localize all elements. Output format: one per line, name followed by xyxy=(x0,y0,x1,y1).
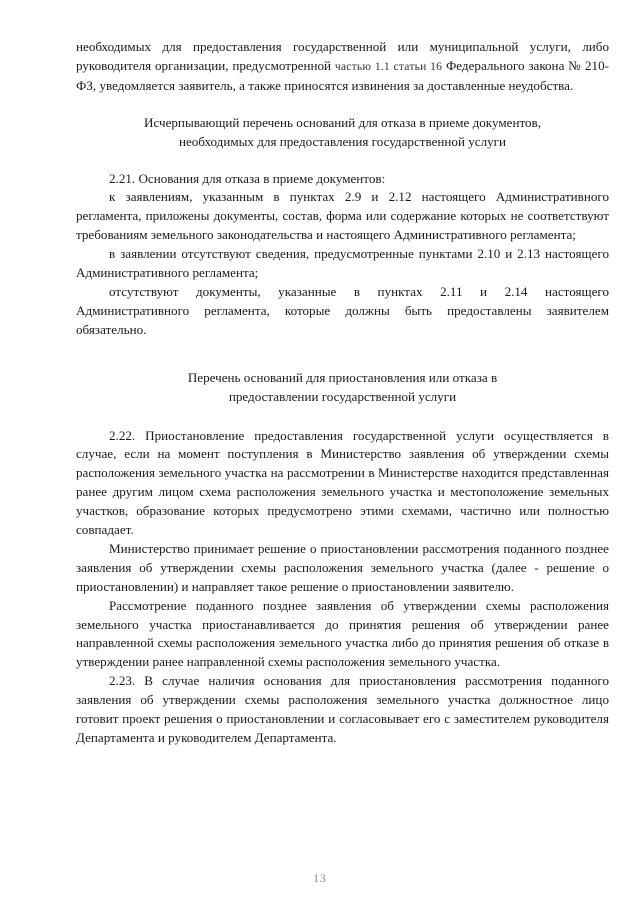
clause-2-22-paragraph: 2.22. Приостановление предоставления государственной услуги осуществляется в случае, если на момент поступления в Министерство заявления об утверждении схемы расположения земельного участка на рассмотрении в Министерстве находится представленная ранее другим лицом схема расположения земельного участка и местоположение земельных участков, образование которых предусмотрено этими схемами, частично или полностью совпадает. xyxy=(76,427,609,538)
page-number: 13 xyxy=(313,873,327,885)
clause-2-21 xyxy=(76,170,609,340)
spacer xyxy=(76,96,609,114)
spacer xyxy=(76,340,609,369)
intro-text-end: Федерального закона № 210-ФЗ, уведомляется заявитель, а также приносятся извинения за доставленные неудобства. xyxy=(76,57,610,93)
document-page xyxy=(76,38,609,748)
spacer xyxy=(76,407,609,427)
suspension-heading-line-1: Перечень оснований для приостановления или отказа в xyxy=(187,369,498,385)
clause-2-22 xyxy=(76,427,609,673)
intro-text-start: необходимых для предоставления государственной или муниципальной услуги, либо руководителя организации, предусмотренной xyxy=(76,39,609,73)
clause-2-21-item: в заявлении отсутствуют сведения, предусмотренные пунктами 2.10 и 2.13 настоящего Административного регламента; xyxy=(76,246,609,281)
clause-2-23 xyxy=(76,672,609,748)
law-reference: частью 1.1 статьи 16 xyxy=(334,59,443,73)
suspension-section-heading xyxy=(76,369,609,407)
intro-paragraph xyxy=(76,38,609,96)
clause-2-22-paragraph: Министерство принимает решение о приостановлении рассмотрения поданного позднее заявления об утверждении схемы расположения земельного участка (далее - решение о приостановлении) и направляет такое решение о приостановлении заявителю. xyxy=(76,540,609,594)
spacer xyxy=(76,152,609,170)
clause-2-21-item: к заявлениям, указанным в пунктах 2.9 и 2.12 настоящего Административного регламента, приложены документы, состав, форма или содержание которых не соответствуют требованиям земельного законодательства и настоящего Административного регламента; xyxy=(76,189,609,243)
suspension-heading-line-2: предоставлении государственной услуги xyxy=(228,388,457,404)
refusal-heading-line-2: необходимых для предоставления государственной услуги xyxy=(178,133,507,149)
refusal-heading-line-1: Исчерпывающий перечень оснований для отказа в приеме документов, xyxy=(143,114,542,130)
clause-2-21-item: отсутствуют документы, указанные в пунктах 2.11 и 2.14 настоящего Административного регламента, которые должны быть предоставлены заявителем обязательно. xyxy=(76,283,609,337)
refusal-section-heading xyxy=(76,114,609,152)
clause-2-22-paragraph: Рассмотрение поданного позднее заявления об утверждении схемы расположения земельного участка приостанавливается до принятия решения об утверждении ранее направленной схемы расположения земельного участка либо до принятия решения об отказе в утверждении ранее направленной схемы расположения земельного участка. xyxy=(76,597,609,670)
clause-2-23-paragraph: 2.23. В случае наличия основания для приостановления рассмотрения поданного заявления об утверждении схемы расположения земельного участка должностное лицо готовит проект решения о приостановлении и согласовывает его с заместителем руководителя Департамента и руководителем Департамента. xyxy=(76,673,609,745)
clause-2-21-title: 2.21. Основания для отказа в приеме документов: xyxy=(109,170,386,186)
